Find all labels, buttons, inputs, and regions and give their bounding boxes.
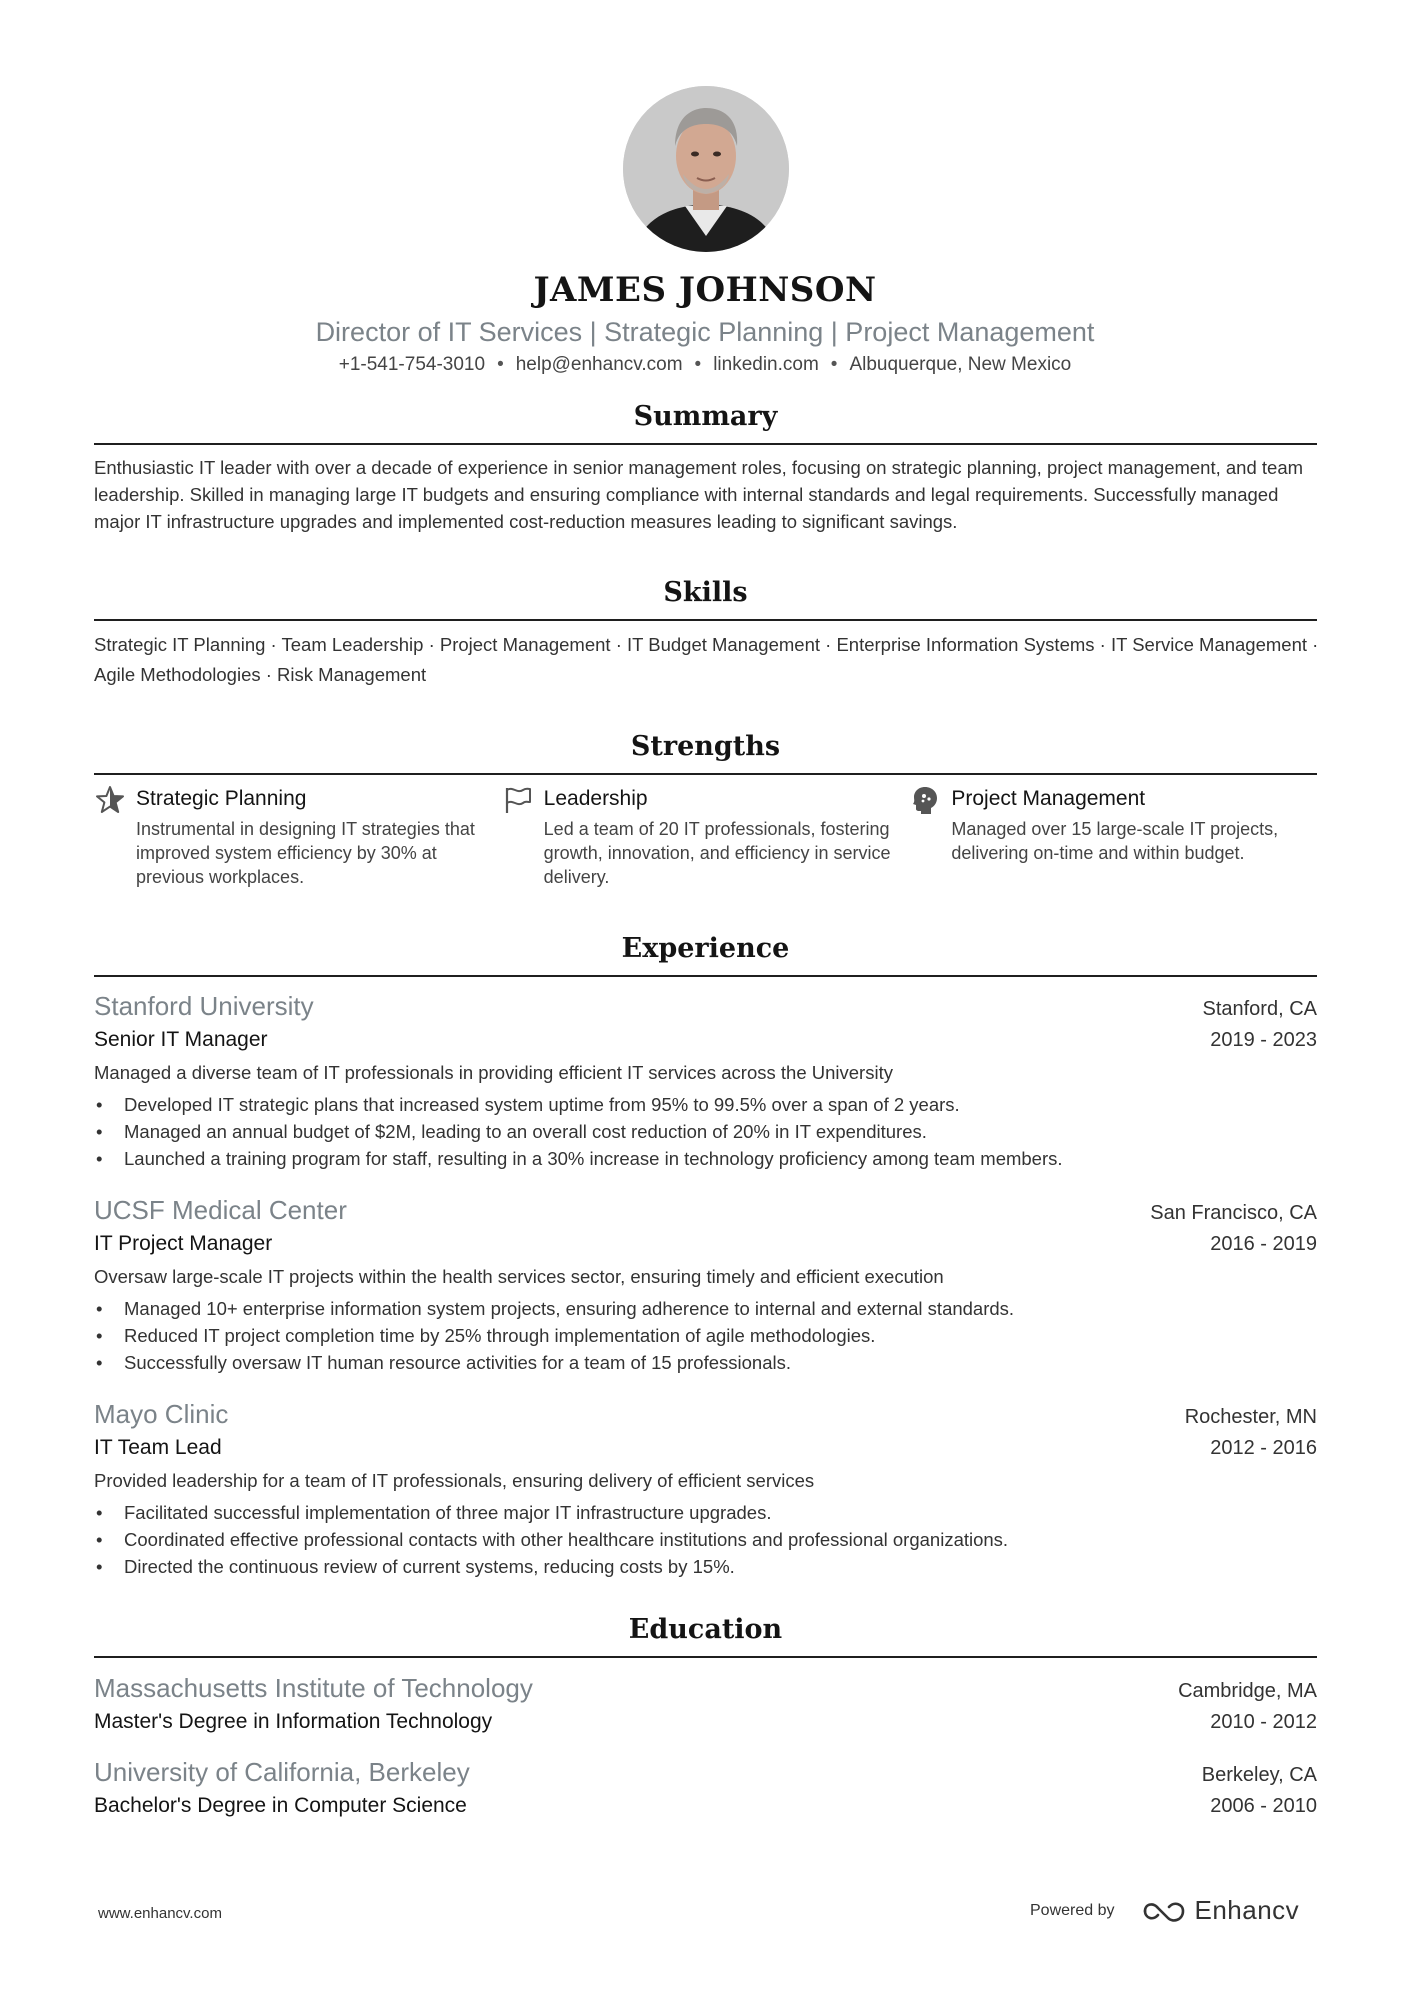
job-location: San Francisco, CA — [1150, 1202, 1317, 1224]
employer-name: UCSF Medical Center — [94, 1195, 347, 1225]
candidate-headline: Director of IT Services | Strategic Planning | Project Management — [315, 317, 1095, 347]
job-location: Stanford, CA — [1202, 998, 1317, 1020]
contact-separator: • — [830, 354, 838, 375]
brain-head-icon — [909, 784, 941, 816]
school-name: University of California, Berkeley — [94, 1757, 470, 1787]
education-dates: 2010 - 2012 — [1210, 1711, 1317, 1733]
skills-heading: Skills — [94, 575, 1317, 621]
avatar — [623, 86, 789, 252]
list-item: • Managed an annual budget of $2M, leading to an overall cost reduction of 20% in IT expenditures. — [94, 1118, 1317, 1145]
job-title: IT Team Lead — [94, 1436, 222, 1459]
experience-entry — [94, 988, 1317, 1172]
job-description: Managed a diverse team of IT professionals in providing efficient IT services across the University — [94, 1062, 893, 1083]
job-dates: 2019 - 2023 — [1210, 1029, 1317, 1051]
job-dates: 2012 - 2016 — [1210, 1437, 1317, 1459]
degree-name: Master's Degree in Information Technology — [94, 1710, 493, 1733]
list-item: • Developed IT strategic plans that increased system uptime from 95% to 99.5% over a span of 2 years. — [94, 1091, 1317, 1118]
location-text: Albuquerque, New Mexico — [849, 354, 1072, 375]
degree-name: Bachelor's Degree in Computer Science — [94, 1794, 467, 1817]
list-item: • Facilitated successful implementation of three major IT infrastructure upgrades. — [94, 1499, 1317, 1526]
skills-list: Strategic IT Planning · Team Leadership · Project Management · IT Budget Management · Enterprise Information Systems · IT Service Management · Agile Methodologies · Risk Management — [94, 634, 1319, 685]
footer-branding — [1030, 1895, 1299, 1926]
contact-separator: • — [497, 354, 504, 375]
education-entry — [94, 1754, 1317, 1822]
school-location: Berkeley, CA — [1201, 1764, 1317, 1786]
list-item: • Directed the continuous review of current systems, reducing costs by 15%. — [94, 1553, 1317, 1580]
job-achievements — [94, 1091, 1317, 1172]
strength-description: Managed over 15 large-scale IT projects, delivering on-time and within budget. — [951, 819, 1279, 863]
powered-by-label: Powered by — [1030, 1901, 1115, 1919]
job-location: Rochester, MN — [1184, 1406, 1317, 1428]
education-heading: Education — [94, 1612, 1317, 1658]
candidate-name: JAMES JOHNSON — [533, 270, 877, 310]
portrait-image — [623, 86, 789, 252]
strengths-heading: Strengths — [94, 729, 1317, 775]
strength-description: Led a team of 20 IT professionals, fostering growth, innovation, and efficiency in service delivery. — [543, 819, 891, 887]
employer-name: Stanford University — [94, 991, 314, 1021]
list-item: • Reduced IT project completion time by 25% through implementation of agile methodologies. — [94, 1322, 1317, 1349]
linkedin-link[interactable]: linkedin.com — [713, 354, 819, 375]
job-dates: 2016 - 2019 — [1210, 1233, 1317, 1255]
strength-title: Leadership — [543, 787, 648, 810]
footer-website-link[interactable]: www.enhancv.com — [98, 1905, 222, 1922]
employer-name: Mayo Clinic — [94, 1399, 229, 1429]
enhancv-logo-icon — [1141, 1898, 1187, 1924]
strength-item — [502, 784, 910, 889]
job-title: IT Project Manager — [94, 1232, 273, 1255]
flag-icon — [502, 784, 534, 816]
strength-title: Strategic Planning — [136, 787, 307, 810]
experience-entry — [94, 1192, 1317, 1376]
list-item: • Managed 10+ enterprise information system projects, ensuring adherence to internal and external standards. — [94, 1295, 1317, 1322]
list-item: • Successfully oversaw IT human resource activities for a team of 15 professionals. — [94, 1349, 1317, 1376]
strength-description: Instrumental in designing IT strategies that improved system efficiency by 30% at previous workplaces. — [136, 819, 475, 887]
education-entry — [94, 1670, 1317, 1738]
enhancv-logo-text: Enhancv — [1194, 1895, 1300, 1925]
list-item: • Launched a training program for staff, resulting in a 30% increase in technology proficiency among team members. — [94, 1145, 1317, 1172]
resume-header — [0, 266, 1410, 378]
summary-heading: Summary — [94, 399, 1317, 445]
job-description: Provided leadership for a team of IT professionals, ensuring delivery of efficient services — [94, 1470, 815, 1491]
strengths-list — [94, 784, 1317, 889]
experience-heading: Experience — [94, 931, 1317, 977]
email-link[interactable]: help@enhancv.com — [515, 354, 683, 375]
strength-title: Project Management — [951, 787, 1146, 810]
job-title: Senior IT Manager — [94, 1028, 268, 1051]
job-description: Oversaw large-scale IT projects within the health services sector, ensuring timely and efficient execution — [94, 1266, 944, 1287]
job-achievements — [94, 1295, 1317, 1376]
strength-item — [909, 784, 1317, 889]
summary-text: Enthusiastic IT leader with over a decade of experience in senior management roles, focusing on strategic planning, project management, and team leadership. Skilled in managing large IT budgets and ensuring compliance with internal standards and legal requirements. Successfully managed major IT infrastructure upgrades and implemented cost-reduction measures leading to significant savings. — [94, 457, 1304, 532]
star-icon — [94, 784, 126, 816]
experience-entry — [94, 1396, 1317, 1580]
education-dates: 2006 - 2010 — [1210, 1795, 1317, 1817]
strength-item — [94, 784, 502, 889]
school-location: Cambridge, MA — [1178, 1680, 1317, 1702]
list-item: • Coordinated effective professional contacts with other healthcare institutions and professional organizations. — [94, 1526, 1317, 1553]
phone-number: +1-541-754-3010 — [338, 354, 486, 375]
contact-separator: • — [694, 354, 702, 375]
contact-info — [0, 352, 1410, 378]
school-name: Massachusetts Institute of Technology — [94, 1673, 533, 1703]
job-achievements — [94, 1499, 1317, 1580]
